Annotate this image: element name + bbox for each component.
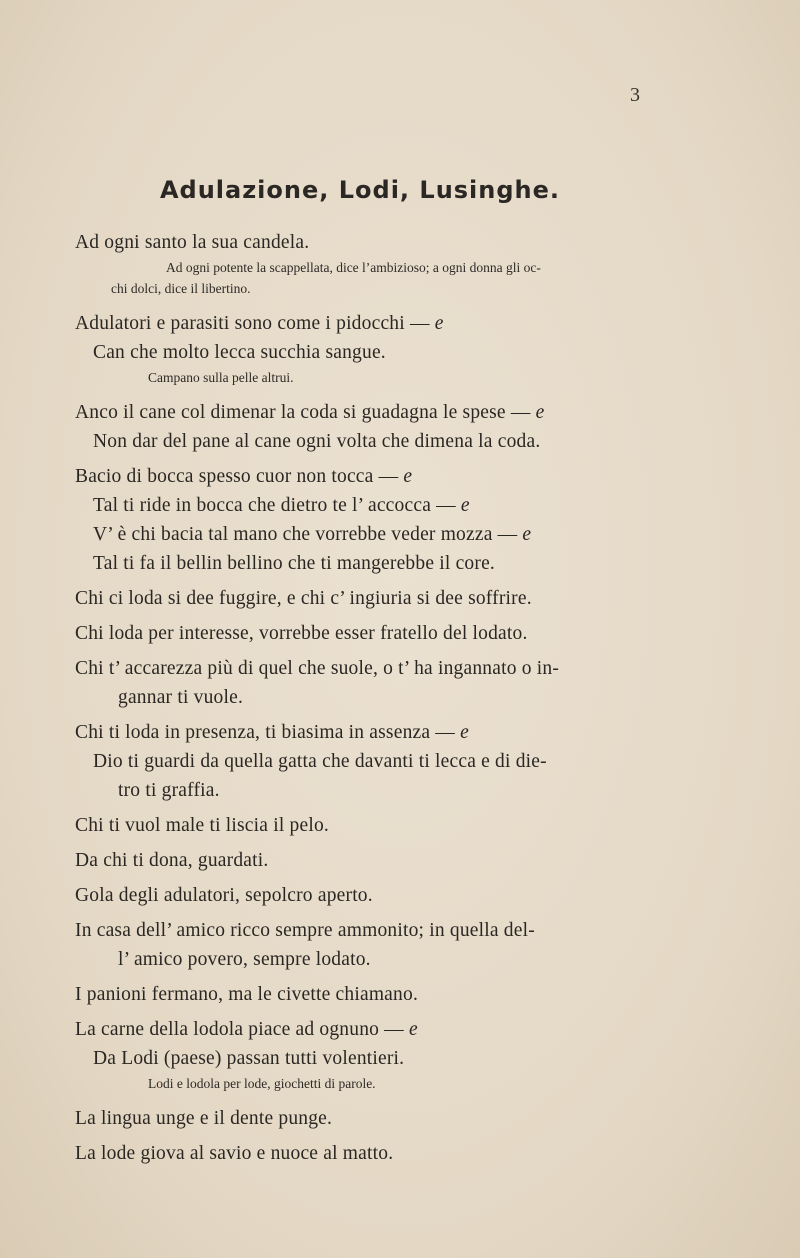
proverb-line: La lingua unge e il dente punge. bbox=[75, 1108, 333, 1129]
proverb-entry bbox=[75, 881, 655, 910]
page-number: 3 bbox=[630, 84, 640, 106]
proverb-entry bbox=[75, 654, 655, 712]
proverb-line: Da Lodi (paese) passan tutti volentieri. bbox=[93, 1048, 405, 1069]
proverb-note: Ad ogni potente la scappellata, dice l’ambizioso; a ogni donna gli oc- bbox=[166, 260, 541, 275]
proverb-line: In casa dell’ amico ricco sempre ammonito; in quella del- bbox=[75, 920, 535, 941]
connective-e: e bbox=[403, 466, 413, 487]
connective-e: e bbox=[522, 524, 532, 545]
proverb-line: Non dar del pane al cane ogni volta che dimena la coda. bbox=[93, 431, 541, 452]
connective-e: e bbox=[408, 1019, 418, 1040]
proverb-line: gannar ti vuole. bbox=[118, 687, 244, 708]
section-title: Adulazione, Lodi, Lusinghe. bbox=[159, 176, 561, 204]
proverb-line: Chi loda per interesse, vorrebbe esser fratello del lodato. bbox=[75, 623, 528, 644]
proverb-entry bbox=[75, 398, 655, 456]
proverb-line: I panioni fermano, ma le civette chiamano. bbox=[75, 984, 419, 1005]
connective-e: e bbox=[460, 495, 470, 516]
proverb-line: Gola degli adulatori, sepolcro aperto. bbox=[75, 885, 373, 906]
proverb-entry bbox=[75, 1139, 655, 1168]
proverb-line: Chi ti vuol male ti liscia il pelo. bbox=[75, 815, 329, 836]
proverb-entry bbox=[75, 584, 655, 613]
proverb-entry bbox=[75, 916, 655, 974]
proverb-entry bbox=[75, 462, 655, 578]
proverb-line: Chi t’ accarezza più di quel che suole, o t’ ha ingannato o in- bbox=[75, 658, 560, 679]
proverb-line: Dio ti guardi da quella gatta che davanti ti lecca e di die- bbox=[93, 751, 547, 772]
proverb-line: La lode giova al savio e nuoce al matto. bbox=[75, 1143, 394, 1164]
proverb-entry bbox=[75, 228, 655, 299]
proverb-line: V’ è chi bacia tal mano che vorrebbe veder mozza — e bbox=[93, 524, 532, 545]
proverb-line: tro ti graffia. bbox=[118, 780, 220, 801]
connective-e: e bbox=[460, 722, 469, 743]
proverb-line: La carne della lodola piace ad ognuno — e bbox=[75, 1019, 418, 1040]
proverb-entry bbox=[75, 309, 655, 388]
proverb-note: chi dolci, dice il libertino. bbox=[111, 281, 251, 296]
proverb-line: Can che molto lecca succhia sangue. bbox=[93, 342, 386, 363]
proverb-entry bbox=[75, 846, 655, 875]
proverb-line: Da chi ti dona, guardati. bbox=[75, 850, 269, 871]
proverb-line: Adulatori e parasiti sono come i pidocchi — e bbox=[75, 313, 444, 334]
proverb-note: Lodi e lodola per lode, giochetti di parole. bbox=[148, 1076, 376, 1091]
proverb-entry bbox=[75, 1015, 655, 1094]
connective-e: e bbox=[535, 402, 545, 423]
proverb-line: l’ amico povero, sempre lodato. bbox=[118, 949, 371, 970]
proverb-entry bbox=[75, 1104, 655, 1133]
proverb-line: Anco il cane col dimenar la coda si guadagna le spese — e bbox=[75, 402, 545, 423]
proverb-line: Bacio di bocca spesso cuor non tocca — e bbox=[75, 466, 413, 487]
proverb-line: Tal ti fa il bellin bellino che ti mangerebbe il core. bbox=[93, 553, 495, 574]
proverb-entry bbox=[75, 811, 655, 840]
proverb-entry bbox=[75, 980, 655, 1009]
proverb-note: Campano sulla pelle altrui. bbox=[148, 370, 294, 385]
proverb-line: Tal ti ride in bocca che dietro te l’ accocca — e bbox=[93, 495, 470, 516]
proverb-entry bbox=[75, 619, 655, 648]
proverb-line: Chi ci loda si dee fuggire, e chi c’ ingiuria si dee soffrire. bbox=[75, 588, 532, 609]
proverb-entry bbox=[75, 718, 655, 805]
proverb-list bbox=[75, 228, 655, 1168]
proverb-line: Chi ti loda in presenza, ti biasima in assenza — e bbox=[75, 722, 469, 743]
connective-e: e bbox=[434, 313, 444, 334]
proverb-line: Ad ogni santo la sua candela. bbox=[75, 232, 310, 253]
